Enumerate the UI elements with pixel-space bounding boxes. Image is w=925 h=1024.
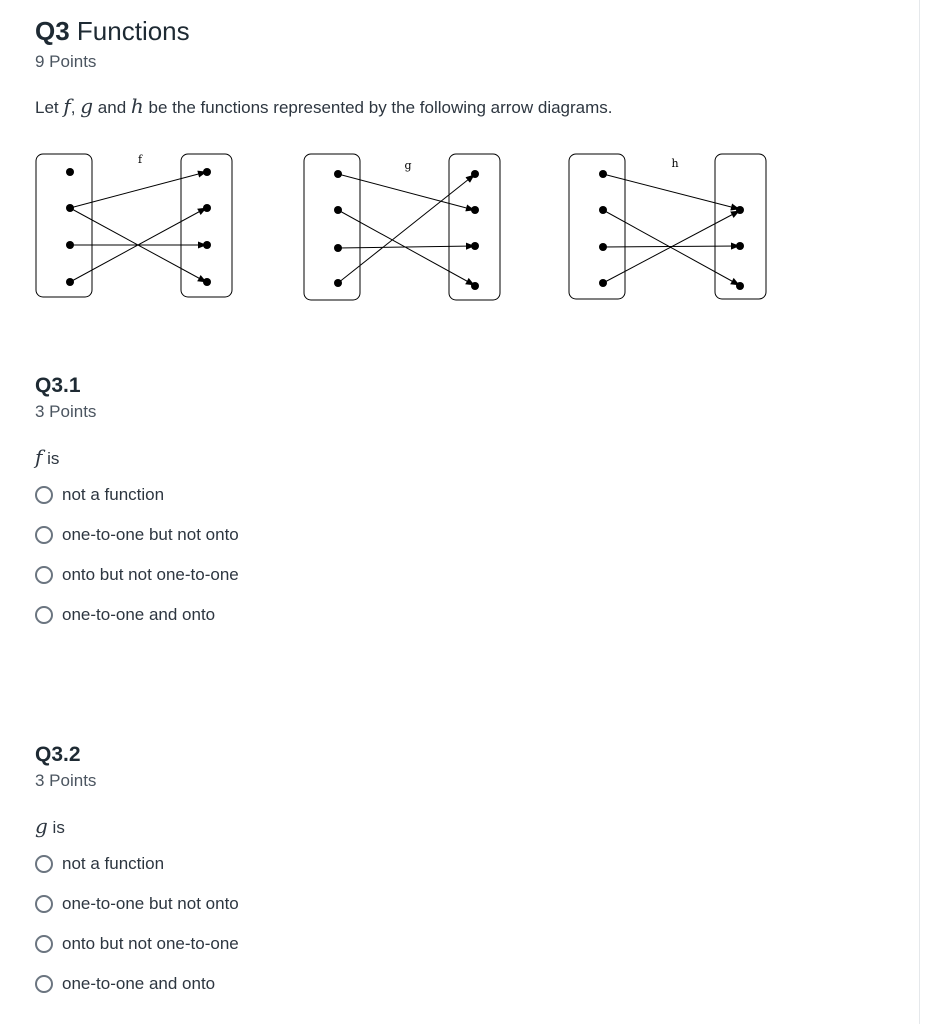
subquestion-2-option-3[interactable]: onto but not one-to-one xyxy=(35,931,239,957)
radio-button[interactable] xyxy=(35,526,53,544)
question-points: 9 Points xyxy=(35,52,97,71)
domain-box-h xyxy=(569,154,625,299)
diagram-label-g: g xyxy=(404,159,412,172)
subquestion-1-option-2[interactable]: one-to-one but not onto xyxy=(35,522,239,548)
subquestion-2-option-1[interactable]: not a function xyxy=(35,851,239,877)
var-f: f xyxy=(63,94,71,118)
subquestion-1-prompt: f is xyxy=(35,445,60,469)
subquestion-2-option-4[interactable]: one-to-one and onto xyxy=(35,971,239,997)
subquestion-2-options xyxy=(35,851,239,997)
diagram-g xyxy=(304,154,500,300)
subquestion-1-option-3[interactable]: onto but not one-to-one xyxy=(35,562,239,588)
subquestion-1-option-1[interactable]: not a function xyxy=(35,482,239,508)
arrow-diagrams xyxy=(34,151,852,303)
subquestion-2-option-2[interactable]: one-to-one but not onto xyxy=(35,891,239,917)
domain-box-g xyxy=(304,154,360,300)
subquestion-2-number: Q3.2 xyxy=(35,743,81,766)
radio-button[interactable] xyxy=(35,935,53,953)
page-divider xyxy=(919,0,920,1024)
question-name: Functions xyxy=(76,16,190,46)
radio-button[interactable] xyxy=(35,566,53,584)
subquestion-1-options xyxy=(35,482,239,628)
radio-button[interactable] xyxy=(35,855,53,873)
diagram-h xyxy=(569,154,766,299)
subquestion-1-option-4[interactable]: one-to-one and onto xyxy=(35,602,239,628)
question-number: Q3 xyxy=(35,16,70,46)
radio-button[interactable] xyxy=(35,975,53,993)
subquestion-1-number: Q3.1 xyxy=(35,374,81,397)
subquestion-2-points: 3 Points xyxy=(35,771,97,790)
question-prompt: Let f, g and h be the functions represented by the following arrow diagrams. xyxy=(35,94,613,118)
var-h: h xyxy=(130,94,144,118)
diagram-label-h: h xyxy=(671,157,679,170)
var-g: g xyxy=(80,94,94,118)
subquestion-1-points: 3 Points xyxy=(35,402,97,421)
domain-box-f xyxy=(36,154,92,297)
subquestion-2-prompt: g is xyxy=(35,814,65,838)
radio-button[interactable] xyxy=(35,606,53,624)
question-title xyxy=(35,16,190,47)
radio-button[interactable] xyxy=(35,486,53,504)
diagram-label-f: f xyxy=(137,153,143,166)
codomain-box-h xyxy=(715,154,766,299)
radio-button[interactable] xyxy=(35,895,53,913)
diagram-f xyxy=(36,153,232,297)
